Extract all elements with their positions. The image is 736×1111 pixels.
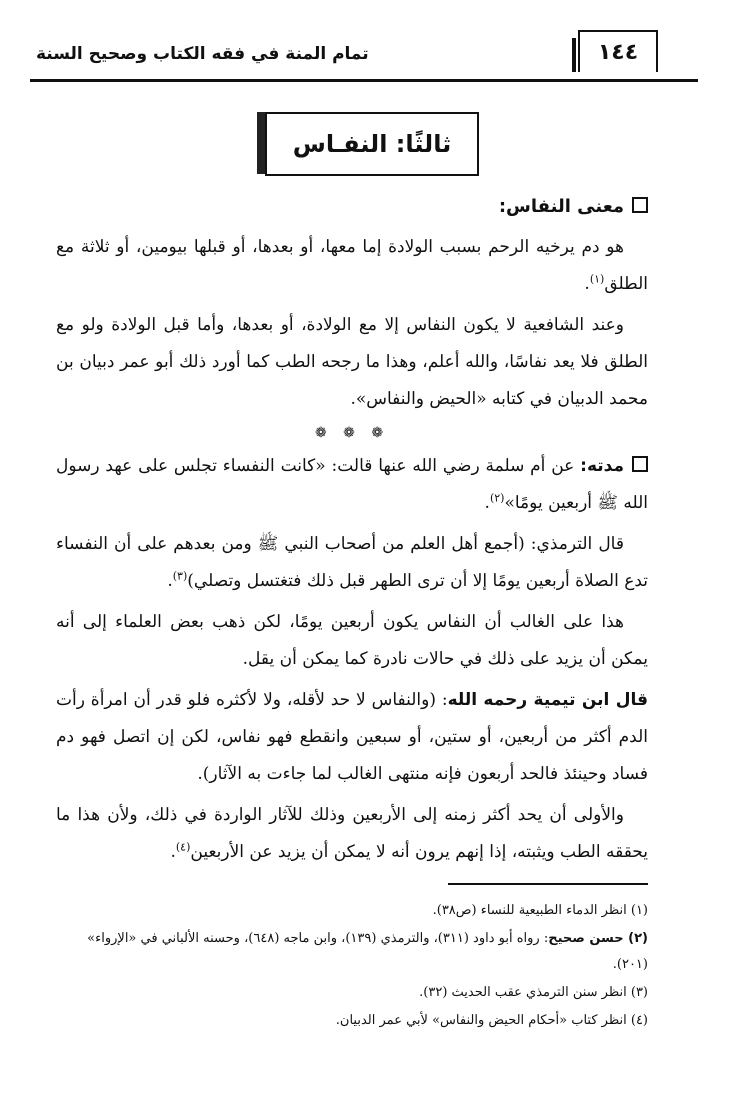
nifas-meaning-heading xyxy=(56,188,648,225)
footnote-ref-3: (٣) xyxy=(172,569,188,583)
ibn-taymiyyah-quote: : (والنفاس لا حد لأقله، ولا لأكثره فلو قدر أن امرأة رأت الدم أكثر من أربعين، أو ستين، أو سبعين وانقطع فهو نفاس، لكن إن اتصل فهو دم فساد وحينئذ فالحد أربعون فإنه منتهى الغالب لما جاءت به الآثار). xyxy=(56,690,648,784)
duration-paragraph xyxy=(56,448,648,522)
running-title: تمام المنة في فقه الكتاب وصحيح السنة xyxy=(36,44,369,64)
page-header xyxy=(30,30,698,82)
footnote-1: (١) انظر الدماء الطبيعية للنساء (ص٣٨). xyxy=(432,903,648,918)
conclusion-text-end: . xyxy=(170,842,176,862)
duration-label: مدته: xyxy=(580,456,625,476)
header-rule xyxy=(30,79,698,82)
tirmidhi-text: قال الترمذي: (أجمع أهل العلم من أصحاب النبي ﷺ ومن بعدهم على أن النفساء تدع الصلاة أربعين يومًا إلا أن ترى الطهر قبل ذلك فتغتسل وتصلي) xyxy=(56,534,648,591)
footnote-2-text: : رواه أبو داود (٣١١)، والترمذي (١٣٩)، وابن ماجه (٦٤٨)، وحسنه الألباني في «الإرواء» (٢٠١). xyxy=(87,931,648,972)
square-bullet-icon xyxy=(632,456,648,472)
footnote-ref-4: (٤) xyxy=(175,840,191,854)
conclusion-paragraph xyxy=(56,797,648,871)
shafii-paragraph: وعند الشافعية لا يكون النفاس إلا مع الولادة، أو بعدها، وأما قبل الولادة ولو مع الطلق فلا يعد نفاسًا، والله أعلم، وهذا ما رجحه الطب كما أورد ذلك أبو عمر دبيان بن محمد الدبيان في كتابه «الحيض والنفاس». xyxy=(56,315,648,409)
nifas-meaning-heading-text: معنى النفاس: xyxy=(498,196,624,217)
definition-text: هو دم يرخيه الرحم بسبب الولادة إما معها، أو بعدها، أو قبلها بيومين، أو ثلاثة مع الطلق xyxy=(56,237,648,294)
footnote-2 xyxy=(56,926,648,978)
footnote-4: (٤) انظر كتاب «أحكام الحيض والنفاس» لأبي عمر الدبيان. xyxy=(335,1013,648,1028)
main-text xyxy=(56,188,648,875)
majority-paragraph: هذا على الغالب أن النفاس يكون أربعين يومًا، لكن ذهب بعض العلماء إلى أنه يمكن أن يزيد على ذلك في حالات نادرة كما يمكن أن يقل. xyxy=(56,612,648,669)
section-title-frame xyxy=(257,112,479,182)
footnote-ref-2: (٢) xyxy=(489,491,505,505)
ibn-taymiyyah-label: قال ابن تيمية رحمه الله xyxy=(447,690,648,710)
tirmidhi-paragraph xyxy=(56,526,648,600)
footnote-2-label: (٢) حسن صحيح xyxy=(548,931,648,946)
square-bullet-icon xyxy=(632,197,648,213)
definition-paragraph xyxy=(56,229,648,303)
ibn-taymiyyah-paragraph xyxy=(56,682,648,793)
tirmidhi-text-end: . xyxy=(167,571,173,591)
footnote-3: (٣) انظر سنن الترمذي عقب الحديث (٣٢). xyxy=(419,985,648,1000)
footnote-rule xyxy=(448,883,648,885)
duration-hadith-end: . xyxy=(484,493,490,513)
footnotes xyxy=(56,898,648,1036)
page-number: ١٤٤ xyxy=(578,30,658,72)
section-title: ثالثًا: النفـاس xyxy=(265,112,479,176)
duration-hadith-text: عن أم سلمة رضي الله عنها قالت: «كانت النفساء تجلس على عهد رسول الله ﷺ أربعين يومًا» xyxy=(56,456,648,513)
footnote-ref-1: (١) xyxy=(589,272,605,286)
section-separator: ❁ ❁ ❁ xyxy=(314,425,390,441)
conclusion-text: والأولى أن يحد أكثر زمنه إلى الأربعين وذلك للآثار الواردة في ذلك، ولأن هذا ما يحققه الطب ويثبته، إذا إنهم يرون أنه لا يمكن أن يزيد عن الأربعين xyxy=(56,805,648,862)
definition-text-end: . xyxy=(584,274,590,294)
